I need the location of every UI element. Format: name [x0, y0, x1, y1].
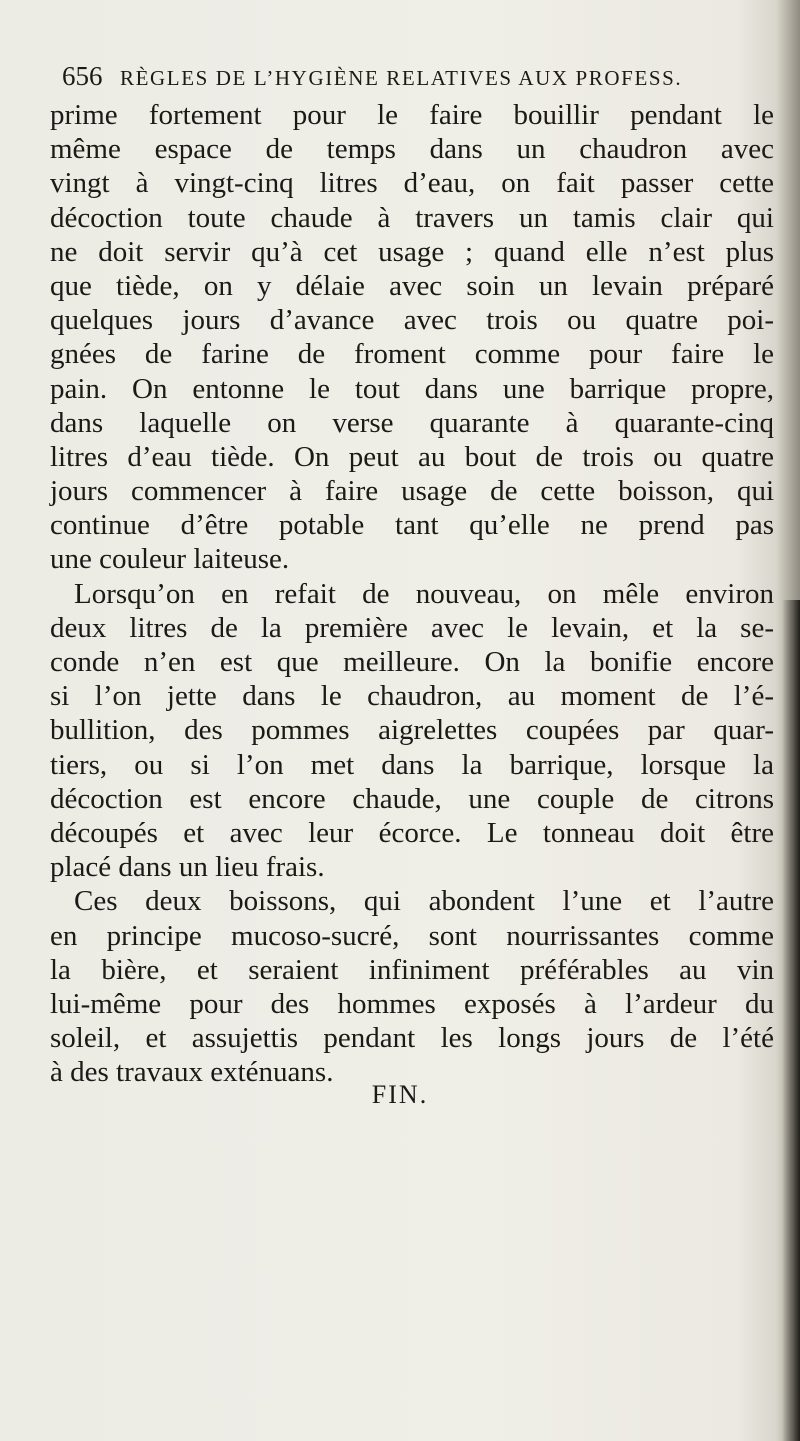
running-title: RÈGLES DE L’HYGIÈNE RELATIVES AUX PROFESS. — [120, 66, 683, 90]
text-line: la bière, et seraient infiniment préférables au vin — [50, 953, 774, 986]
running-header — [62, 62, 722, 92]
paragraph-start-line: Lorsqu’on en refait de nouveau, on mêle environ — [74, 577, 774, 610]
text-line: pain. On entonne le tout dans une barrique propre, — [50, 372, 774, 405]
text-line: continue d’être potable tant qu’elle ne prend pas — [50, 509, 774, 542]
text-line: décoction est encore chaude, une couple de citrons — [50, 782, 774, 815]
text-line: deux litres de la première avec le levain, et la se- — [50, 611, 774, 644]
text-line: soleil, et assujettis pendant les longs jours de l’été — [50, 1022, 774, 1055]
text-line: découpés et avec leur écorce. Le tonneau doit être — [50, 816, 774, 849]
text-line: prime fortement pour le faire bouillir pendant le — [50, 99, 774, 131]
paragraph-end-line: une couleur laiteuse. — [50, 543, 290, 576]
page-number: 656 — [62, 61, 103, 91]
text-line: litres d’eau tiède. On peut au bout de trois ou quatre — [50, 440, 774, 473]
text-line: gnées de farine de froment comme pour faire le — [50, 338, 774, 371]
paragraph-start-line: Ces deux boissons, qui abondent l’une et l’autre — [74, 885, 774, 918]
text-line: bullition, des pommes aigrelettes coupées par quar- — [50, 714, 774, 747]
text-line: conde n’en est que meilleure. On la bonifie encore — [50, 646, 774, 678]
paragraph-end-line: à des travaux exténuans. — [50, 1056, 334, 1089]
closing-fin: FIN. — [371, 1080, 429, 1109]
text-line: dans laquelle on verse quarante à quarante-cinq — [50, 406, 774, 439]
page-edge-shadow — [782, 600, 800, 1441]
paragraph-end-line: placé dans un lieu frais. — [50, 851, 325, 884]
text-line: tiers, ou si l’on met dans la barrique, lorsque la — [50, 748, 774, 781]
text-line: quelques jours d’avance avec trois ou quatre poi- — [50, 304, 774, 337]
text-line: ne doit servir qu’à cet usage ; quand elle n’est plus — [50, 235, 774, 268]
text-line: que tiède, on y délaie avec soin un levain préparé — [50, 269, 774, 302]
text-line: lui-même pour des hommes exposés à l’ardeur du — [50, 987, 774, 1020]
text-line: si l’on jette dans le chaudron, au moment de l’é- — [50, 680, 774, 713]
text-line: en principe mucoso-sucré, sont nourrissantes comme — [50, 919, 774, 952]
text-line: décoction toute chaude à travers un tamis clair qui — [50, 201, 774, 234]
text-line: jours commencer à faire usage de cette boisson, qui — [50, 475, 774, 508]
text-line: même espace de temps dans un chaudron avec — [50, 133, 774, 166]
text-line: vingt à vingt-cinq litres d’eau, on fait passer cette — [50, 167, 774, 200]
body-text — [50, 98, 774, 1089]
